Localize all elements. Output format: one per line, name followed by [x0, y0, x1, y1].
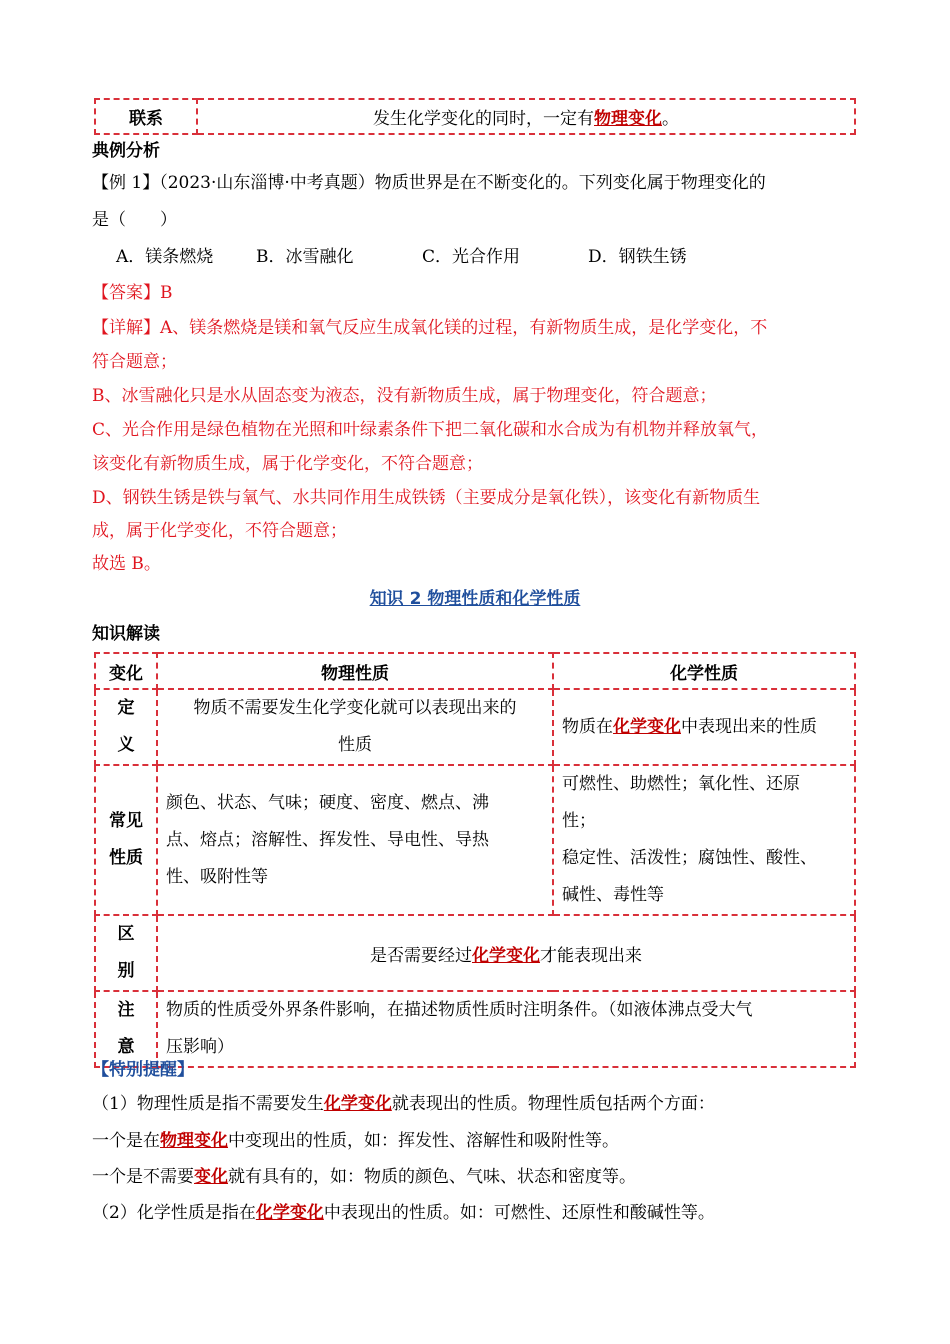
question-line-1 — [92, 166, 862, 200]
reminder-paragraph-1 — [92, 1087, 862, 1121]
definition-label-2: 义 — [117, 735, 135, 755]
explanation-line: 【详解】A、镁条燃烧是镁和氧气反应生成氧化镁的过程，有新物质生成，是化学变化，不 — [92, 318, 768, 338]
explanation-line: B、冰雪融化只是水从固态变为液态，没有新物质生成，属于物理变化，符合题意； — [92, 386, 717, 406]
knowledge-heading: 知识解读 — [92, 624, 160, 644]
table-row-definition — [95, 689, 855, 765]
common-chemical — [553, 765, 855, 915]
common-chemical-line: 稳定性、活泼性；腐蚀性、酸性、 — [562, 848, 817, 868]
header-change: 变化 — [95, 653, 157, 689]
note-line-1: 物质的性质受外界条件影响，在描述物质性质时注明条件。（如液体沸点受大气 — [166, 1000, 753, 1020]
explanation-line: 成，属于化学变化，不符合题意； — [92, 521, 347, 541]
reminder-p1-after: 就表现出的性质。物理性质包括两个方面： — [391, 1094, 715, 1114]
common-label — [95, 765, 157, 915]
common-physical-line: 颜色、状态、气味；硬度、密度、燃点、沸 — [166, 792, 489, 813]
reminder-p4-keyword: 化学变化 — [255, 1203, 324, 1223]
reminder-title: 【特别提醒】 — [92, 1060, 194, 1080]
common-chemical-line: 可燃性、助燃性；氧化性、还原 — [562, 774, 800, 794]
relation-text — [197, 99, 855, 134]
note-line-2: 压影响） — [166, 1037, 234, 1057]
note-label-1: 注 — [117, 1000, 135, 1020]
header-physical: 物理性质 — [157, 653, 553, 689]
difference-text — [157, 915, 855, 991]
definition-physical-line-2: 性质 — [338, 735, 372, 755]
reminder-p1-before: （1）物理性质是指不需要发生 — [92, 1094, 324, 1114]
example-heading: 典例分析 — [92, 141, 160, 161]
relation-text-before: 发生化学变化的同时，一定有 — [373, 109, 594, 129]
reminder-p2-after: 中变现出的性质，如：挥发性、溶解性和吸附性等。 — [228, 1131, 619, 1151]
definition-chemical-before: 物质在 — [562, 716, 613, 737]
reminder-paragraph-2 — [92, 1124, 862, 1158]
definition-chemical — [553, 689, 855, 765]
definition-chemical-keyword: 化学变化 — [613, 716, 681, 737]
explanation-line: C、光合作用是绿色植物在光照和叶绿素条件下把二氧化碳和水合成为有机物并释放氧气， — [92, 420, 769, 440]
answer: 【答案】B — [92, 283, 173, 303]
reminder-p3-before: 一个是不需要 — [92, 1167, 194, 1187]
explanation-line: 符合题意； — [92, 352, 177, 372]
common-chemical-line: 碱性、毒性等 — [562, 885, 664, 905]
relation-text-after: 。 — [662, 109, 679, 129]
definition-physical-line-1: 物质不需要发生化学变化就可以表现出来的 — [193, 698, 517, 718]
properties-table — [94, 652, 856, 1068]
relation-keyword: 物理变化 — [594, 109, 662, 129]
difference-after: 才能表现出来 — [540, 945, 642, 966]
reminder-p3-after: 就有具有的，如：物质的颜色、气味、状态和密度等。 — [228, 1167, 636, 1187]
common-chemical-line: 性； — [562, 811, 596, 831]
reminder-p4-before: （2）化学性质是指在 — [92, 1203, 256, 1223]
header-chemical: 化学性质 — [553, 653, 855, 689]
explanation-line: 故选 B。 — [92, 554, 161, 574]
question-text-1: （2023·山东淄博·中考真题）物质世界是在不断变化的。下列变化属于物理变化的 — [159, 173, 766, 193]
difference-keyword: 化学变化 — [472, 945, 540, 966]
common-label-2: 性质 — [109, 848, 143, 868]
reminder-paragraph-3 — [92, 1160, 862, 1194]
option-a: A．镁条燃烧 — [116, 247, 214, 267]
difference-label — [95, 915, 157, 991]
reminder-p2-keyword: 物理变化 — [160, 1131, 228, 1151]
explanation-line: D、钢铁生锈是铁与氧气、水共同作用生成铁锈（主要成分是氧化铁），该变化有新物质生 — [92, 488, 761, 508]
reminder-p4-after: 中表现出的性质。如：可燃性、还原性和酸碱性等。 — [323, 1203, 715, 1223]
question-tag: 【例 1】 — [92, 173, 160, 193]
option-b: B．冰雪融化 — [256, 247, 354, 267]
common-label-1: 常见 — [109, 811, 143, 831]
table-row-difference — [95, 915, 855, 991]
definition-physical — [157, 689, 553, 765]
common-physical-line: 性、吸附性等 — [166, 866, 268, 887]
definition-chemical-after: 中表现出来的性质 — [681, 716, 817, 737]
table-row-common — [95, 765, 855, 915]
reminder-p3-keyword: 变化 — [194, 1167, 228, 1187]
difference-before: 是否需要经过 — [370, 945, 472, 966]
explanation-line: 该变化有新物质生成，属于化学变化，不符合题意； — [92, 454, 483, 474]
relation-row — [95, 99, 855, 134]
table-header-row — [95, 653, 855, 689]
difference-label-2: 别 — [117, 961, 135, 981]
common-physical-line: 点、熔点；溶解性、挥发性、导电性、导热 — [166, 829, 489, 850]
option-c: C．光合作用 — [422, 247, 521, 267]
definition-label — [95, 689, 157, 765]
reminder-p2-before: 一个是在 — [92, 1131, 160, 1151]
reminder-paragraph-4 — [92, 1196, 862, 1230]
section-title: 知识 2 物理性质和化学性质 — [369, 589, 581, 609]
relation-label: 联系 — [95, 99, 197, 134]
question-line-2: 是（ ） — [92, 210, 177, 230]
option-d: D．钢铁生锈 — [588, 247, 687, 267]
reminder-p1-keyword: 化学变化 — [323, 1094, 392, 1114]
difference-label-1: 区 — [117, 924, 135, 944]
relation-table — [94, 98, 856, 135]
note-label-2: 意 — [117, 1037, 135, 1057]
common-physical — [157, 765, 553, 915]
definition-label-1: 定 — [117, 698, 135, 718]
